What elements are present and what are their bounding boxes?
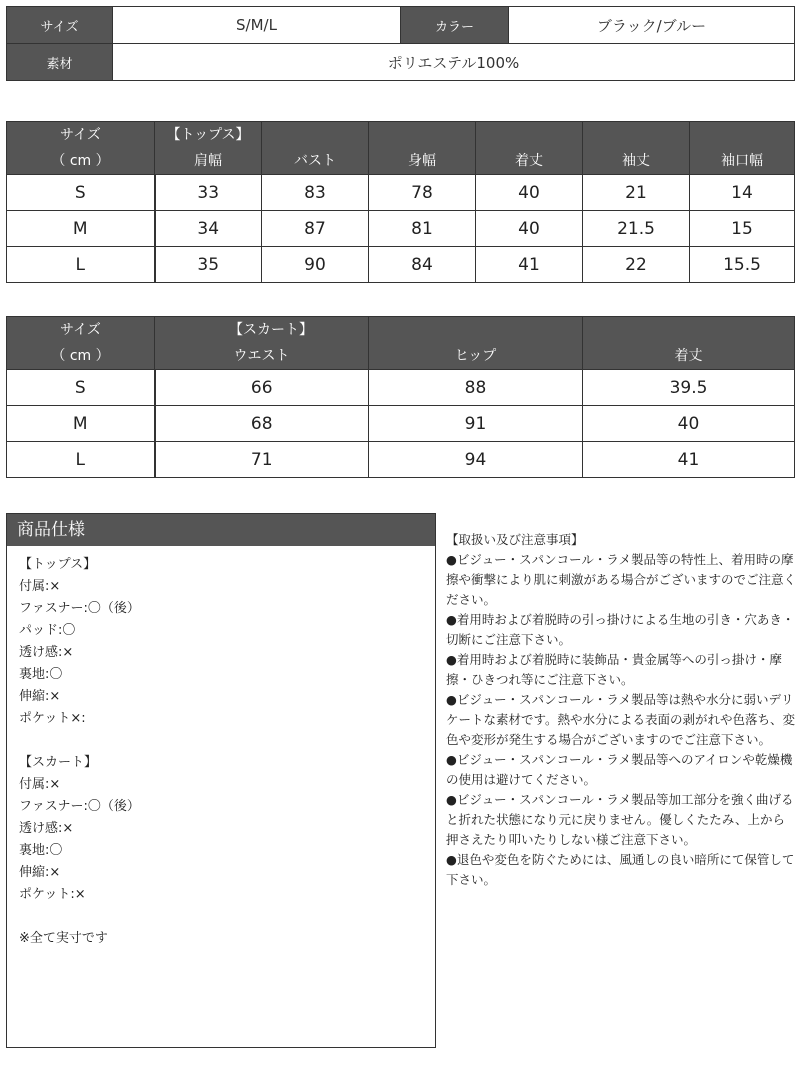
spec-line <box>19 730 435 752</box>
spec-line: 伸縮:× <box>19 689 61 704</box>
table-cell: 87 <box>262 211 369 247</box>
care-notes-heading: 【取扱い及び注意事項】 <box>446 532 584 547</box>
spec-line: 透け感:× <box>19 821 74 836</box>
size-cell: S <box>7 175 155 211</box>
table-cell: 90 <box>262 247 369 283</box>
group-label: 【スカート】 <box>229 322 313 338</box>
size-corner-header <box>7 317 155 370</box>
care-note-item: ●退色や変色を防ぐためには、風通しの良い暗所にて保管して下さい。 <box>446 852 795 887</box>
care-note-item: ●ビジュー・スパンコール・ラメ製品等加工部分を強く曲げると折れた状態になり元に戻りません。優しくたたみ、上から押さえたり叩いたりしない様ご注意下さい。 <box>446 792 794 847</box>
spec-line: パッド:〇 <box>19 623 76 638</box>
spec-line: 【スカート】 <box>19 755 98 770</box>
corner-line1: サイズ <box>60 322 101 338</box>
table-cell: 41 <box>476 247 583 283</box>
column-header: 袖丈 <box>583 122 690 175</box>
info-row <box>7 7 795 44</box>
tops-size-table <box>6 121 795 283</box>
color-label: カラー <box>401 7 509 44</box>
size-cell: M <box>7 406 155 442</box>
size-cell: S <box>7 370 155 406</box>
table-cell: 15.5 <box>690 247 795 283</box>
skirt-size-table <box>6 316 795 478</box>
column-header-text: ウエスト <box>233 348 290 364</box>
care-notes <box>446 530 796 890</box>
care-note-item: ●着用時および着脱時の引っ掛けによる生地の引き・穴あき・切断にご注意下さい。 <box>446 612 795 647</box>
table-cell: 91 <box>369 406 583 442</box>
column-header <box>155 317 369 370</box>
column-header: ヒップ <box>369 317 583 370</box>
column-header-text: 肩幅 <box>194 153 222 169</box>
table-cell: 22 <box>583 247 690 283</box>
size-label: サイズ <box>7 7 113 44</box>
table-cell: 41 <box>583 442 795 478</box>
material-label: 素材 <box>7 44 113 81</box>
spec-line: 裏地:〇 <box>19 843 63 858</box>
table-cell: 35 <box>155 247 262 283</box>
size-corner-header <box>7 122 155 175</box>
column-header: 着丈 <box>583 317 795 370</box>
spec-line: 付属:× <box>19 777 61 792</box>
table-row <box>7 442 795 478</box>
spec-line: 透け感:× <box>19 645 74 660</box>
care-note-item: ●ビジュー・スパンコール・ラメ製品等は熱や水分に弱いデリケートな素材です。熱や水分による表面の剥がれや色落ち、変色や変形が発生する場合がございますのでご注意下さい。 <box>446 692 796 747</box>
table-cell: 40 <box>583 406 795 442</box>
size-value: S/M/L <box>113 7 401 44</box>
table-cell: 88 <box>369 370 583 406</box>
material-value: ポリエステル100% <box>113 44 795 81</box>
spec-line: 裏地:〇 <box>19 667 63 682</box>
table-cell: 33 <box>155 175 262 211</box>
corner-line1: サイズ <box>60 127 101 143</box>
spec-title: 商品仕様 <box>7 514 435 546</box>
size-cell: L <box>7 247 155 283</box>
table-cell: 21.5 <box>583 211 690 247</box>
spec-line: ファスナー:〇（後） <box>19 601 140 616</box>
table-cell: 71 <box>155 442 369 478</box>
table-cell: 78 <box>369 175 476 211</box>
table-cell: 68 <box>155 406 369 442</box>
table-cell: 83 <box>262 175 369 211</box>
table-row <box>7 370 795 406</box>
info-row <box>7 44 795 81</box>
table-row <box>7 406 795 442</box>
care-note-item: ●着用時および着脱時に装飾品・貴金属等への引っ掛け・摩擦・ひきつれ等にご注意下さい。 <box>446 652 782 687</box>
size-cell: M <box>7 211 155 247</box>
spec-line: ポケット:× <box>19 887 86 902</box>
column-header: 身幅 <box>369 122 476 175</box>
spec-line: ポケット×: <box>19 711 86 726</box>
spec-line: ファスナー:〇（後） <box>19 799 140 814</box>
table-cell: 66 <box>155 370 369 406</box>
spec-line: ※全て実寸です <box>19 931 108 946</box>
column-header: 袖口幅 <box>690 122 795 175</box>
corner-line2: （ cm ） <box>51 153 110 169</box>
product-spec-box <box>6 513 436 1048</box>
column-header <box>155 122 262 175</box>
table-cell: 40 <box>476 211 583 247</box>
product-info-table <box>6 6 795 81</box>
table-cell: 21 <box>583 175 690 211</box>
table-cell: 39.5 <box>583 370 795 406</box>
table-cell: 14 <box>690 175 795 211</box>
spec-line: 付属:× <box>19 579 61 594</box>
table-row <box>7 247 795 283</box>
table-cell: 40 <box>476 175 583 211</box>
size-cell: L <box>7 442 155 478</box>
column-header: 着丈 <box>476 122 583 175</box>
spec-line: 【トップス】 <box>19 557 97 572</box>
table-cell: 15 <box>690 211 795 247</box>
table-row <box>7 175 795 211</box>
spec-list <box>7 546 435 950</box>
table-cell: 81 <box>369 211 476 247</box>
table-cell: 34 <box>155 211 262 247</box>
care-note-item: ●ビジュー・スパンコール・ラメ製品等の特性上、着用時の摩擦や衝撃により肌に刺激がある場合がございますのでご注意ください。 <box>446 552 797 607</box>
column-header: バスト <box>262 122 369 175</box>
corner-line2: （ cm ） <box>51 348 110 364</box>
spec-line <box>19 906 435 928</box>
table-cell: 94 <box>369 442 583 478</box>
table-header-row <box>7 317 795 370</box>
color-value: ブラック/ブルー <box>509 7 795 44</box>
table-row <box>7 211 795 247</box>
table-cell: 84 <box>369 247 476 283</box>
spec-line: 伸縮:× <box>19 865 61 880</box>
table-header-row <box>7 122 795 175</box>
care-note-item: ●ビジュー・スパンコール・ラメ製品等へのアイロンや乾燥機の使用は避けてください。 <box>446 752 793 787</box>
group-label: 【トップス】 <box>166 127 250 143</box>
